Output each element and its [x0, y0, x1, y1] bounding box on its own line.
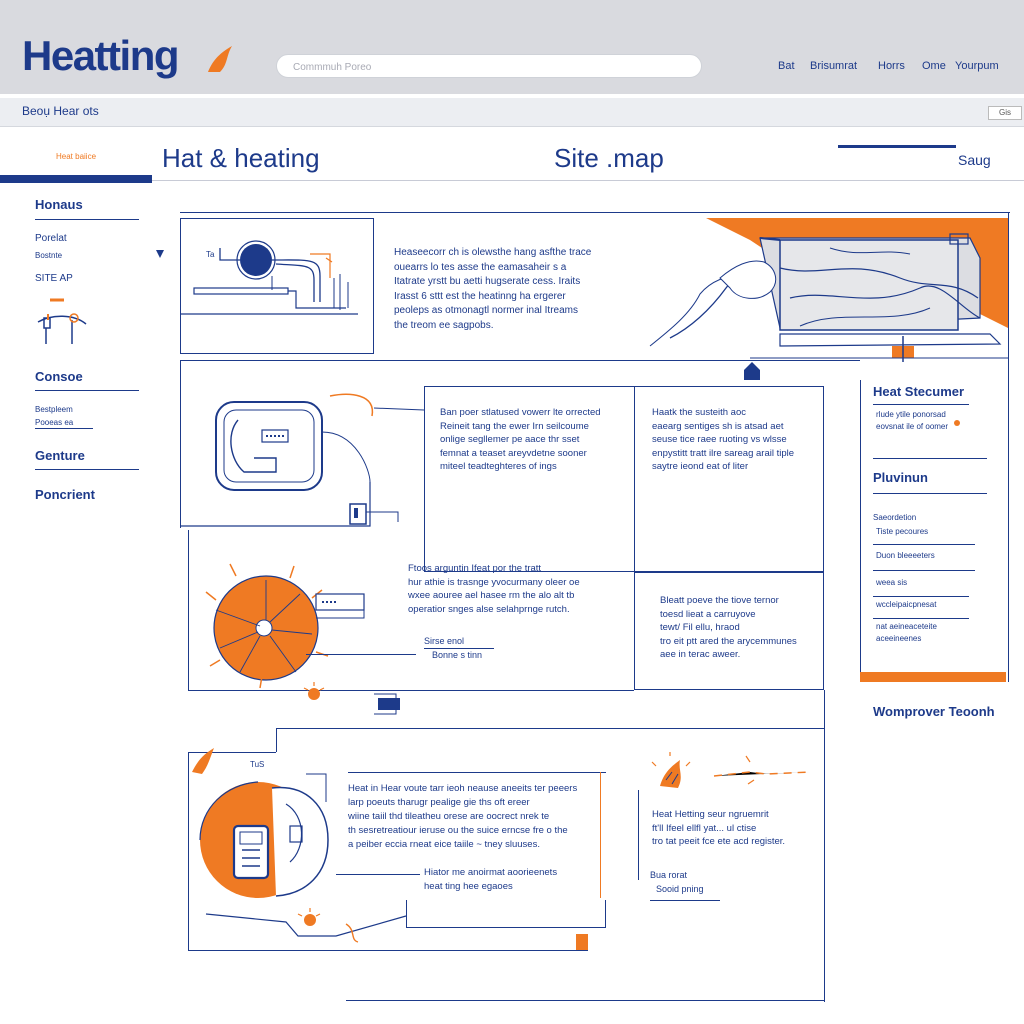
- right-panel-title-3: Womprover Teoonh: [873, 704, 995, 719]
- sidebar-section-genture[interactable]: [35, 448, 85, 463]
- nav-link-4[interactable]: Ome: [922, 60, 946, 72]
- sidebar-divider: [35, 219, 139, 220]
- diagram-label: Ta: [206, 250, 215, 259]
- nav-link-3[interactable]: Horrs: [878, 60, 905, 72]
- sidebar-divider: [35, 390, 139, 391]
- sensor-caption-2: Bonne s tinn: [432, 650, 483, 660]
- caption-rule: [424, 648, 494, 649]
- mini-search-button[interactable]: Gis: [988, 106, 1022, 120]
- right-panel-item[interactable]: weea sis: [876, 578, 908, 587]
- bottom-right-description: Heat Hetting seur ngruemrit ft'll Ifeel ellfl yat... ul ctise tro tat peeit fce ete acd register.: [652, 809, 786, 847]
- sidebar-valve-icon: [34, 294, 90, 346]
- diagram-top-rule: [180, 212, 1010, 213]
- bottom-right-caption: Bua rorat: [650, 870, 688, 880]
- bottom-orange-tab: [576, 934, 588, 950]
- nav-link-1[interactable]: Bat: [778, 60, 795, 72]
- right-panel-rule: [873, 404, 969, 405]
- bottom-description: Heat in Hear voute tarr ieoh neause aneeits ter peeers larp poeuts tharugr pealige gie ths oft ereer wiine taiil thd tileatheu orese are oocrect nrek te th sesretreatiour ieruse ou the suice erncse fre o the a peiber eccia rneat eice taiile ~ tney sluuses.: [348, 783, 578, 850]
- right-panel-rule: [873, 570, 975, 571]
- sidebar-item[interactable]: Pooeas ea: [35, 418, 74, 427]
- thermo-right-description: Bleatt poeve the tiove ternor toesd lieat a carruyove tewt/ Fil ellu, hraod tro eit ptt ared the arycemmunes aee in terac aweer.: [660, 595, 797, 660]
- mid-divider: [634, 386, 635, 572]
- right-panel-rule: [873, 458, 987, 459]
- nav-link-2[interactable]: Brisumrat: [810, 60, 858, 72]
- right-panel-rule: [873, 493, 987, 494]
- bottom-right-caption-rule: [650, 900, 720, 901]
- sidebar-item[interactable]: Bostnte: [35, 251, 63, 260]
- sidebar-section-site-ap[interactable]: SITE AP: [35, 273, 73, 284]
- right-panel-rule: [873, 596, 969, 597]
- right-panel-item[interactable]: nat aeineaceteite: [876, 622, 937, 631]
- sidebar-section-poncrient[interactable]: [35, 487, 95, 502]
- bottom-sub-bracket: [406, 900, 606, 928]
- bottom-text-rule: [348, 772, 606, 773]
- bottom-footer-rule: [346, 1000, 824, 1001]
- search-input[interactable]: [291, 55, 675, 79]
- flame-icon: [206, 44, 234, 74]
- search-underline: [838, 145, 956, 148]
- sidebar-top-note: Heat baiice: [56, 152, 97, 161]
- sensor-left-rule: [188, 530, 189, 690]
- right-panel-rule: [873, 618, 969, 619]
- bottom-sub-description: Hiator me anoirmat aoorieenets heat ting hee egaoes: [424, 867, 558, 892]
- bottom-right-rule: [824, 690, 825, 1002]
- house-marker-icon: [744, 362, 760, 380]
- middle-rule: [180, 360, 860, 361]
- right-panel-item[interactable]: aceeineenes: [876, 634, 922, 643]
- breadcrumb-bar: [0, 98, 1024, 127]
- right-panel-item[interactable]: wccleipaicpnesat: [876, 600, 937, 609]
- nav-link-5[interactable]: Yourpum: [955, 60, 999, 72]
- header-divider: [0, 180, 1024, 181]
- logo-text-head: Heat: [22, 32, 108, 79]
- site-logo[interactable]: [22, 32, 178, 80]
- bottom-right-rule-2: [638, 790, 639, 880]
- mid-right-description: Haatk the susteith aoc eaearg sentiges sh is atsad aet seuse tice raee ruoting vs wlsse enpystitt tratt ilre sareag arail tiple saytre ieond eat of liter: [652, 407, 795, 472]
- right-panel-left-rule: [860, 380, 861, 682]
- bottom-leader-line: [336, 874, 420, 875]
- sidebar-section-title[interactable]: Honaus: [35, 197, 83, 212]
- page-title: Hat & heating: [162, 143, 320, 173]
- top-description: Heaseecorr ch is olewsthe hang asfthe trace ouearrs lo tes asse the eamasaheir s a Itatrate yrstt bu aetti hugserate cess. Iraits Irasst 6 sttt est the heatinng ha ergerer peoleps as otmonagtl normer inal Itreams the treom ee sagpobs.: [394, 247, 592, 331]
- sidebar-item[interactable]: Porelat: [35, 233, 67, 244]
- right-panel-accent-bar: [860, 672, 1006, 682]
- caption-leader-line: [306, 654, 416, 655]
- sensor-caption: Sirse enol: [424, 636, 465, 646]
- status-dot: [954, 420, 960, 426]
- right-panel-item[interactable]: Saeordetion: [873, 513, 917, 522]
- sidebar-section-title[interactable]: Poncrient: [35, 487, 95, 502]
- breadcrumb[interactable]: Beoụ Hear ots: [22, 104, 99, 118]
- right-panel-rule: [873, 544, 975, 545]
- right-panel-title-2: Pluvinun: [873, 470, 928, 485]
- right-panel-item[interactable]: eovsnat ile of oomer: [876, 422, 949, 431]
- sidebar-section-honaus[interactable]: [35, 197, 83, 212]
- thermostat-illustration: [180, 380, 424, 530]
- sidebar-section-title[interactable]: Consoe: [35, 369, 83, 384]
- flame-spark-illustration: [650, 752, 820, 802]
- sidebar-item[interactable]: Bestpleem: [35, 405, 73, 414]
- search-label[interactable]: Saug: [958, 152, 991, 168]
- right-panel-item[interactable]: Duon bleeeeters: [876, 551, 935, 560]
- sidebar-section-title[interactable]: Genture: [35, 448, 85, 463]
- boiler-illustration: [630, 218, 1010, 370]
- bottom-right-caption-2: Sooid pning: [656, 884, 704, 894]
- tiny-label: TuS: [250, 760, 265, 769]
- sidebar-divider: [35, 428, 93, 429]
- sensor-description: Ftoos arguntin Ifeat por the tratt hur athie is trasnge yvocurmany oleer oe wxee aouree ael hasee rm the alo alt tb operatior snges alse selahprnge rutch.: [408, 563, 580, 615]
- logo-text-tail: ting: [107, 32, 179, 79]
- right-panel-item[interactable]: Tiste pecoures: [876, 527, 929, 536]
- chevron-down-icon[interactable]: [150, 244, 164, 256]
- bottom-top-rule: [276, 728, 824, 729]
- right-panel-item[interactable]: rlude ytile ponorsad: [876, 410, 946, 419]
- search-bar[interactable]: [276, 54, 702, 78]
- sidebar-divider: [35, 469, 139, 470]
- sitemap-title: Site .map: [554, 143, 664, 173]
- right-panel-title-1: Heat Stecumer: [873, 384, 965, 399]
- sidebar-active-indicator: [0, 175, 152, 183]
- sidebar-section-consoe[interactable]: [35, 369, 83, 384]
- heat-sensor-illustration: [200, 560, 440, 720]
- pipe-valve-illustration: [180, 218, 374, 354]
- mid-left-description: Ban poer stlatused vowerr lte orrected Reineit tang the ewer Irn seilcoume onlige segllemer pe aace thr sset femnat a teaset areyvdetne sooner miteel teadteghteres of ings: [440, 407, 601, 472]
